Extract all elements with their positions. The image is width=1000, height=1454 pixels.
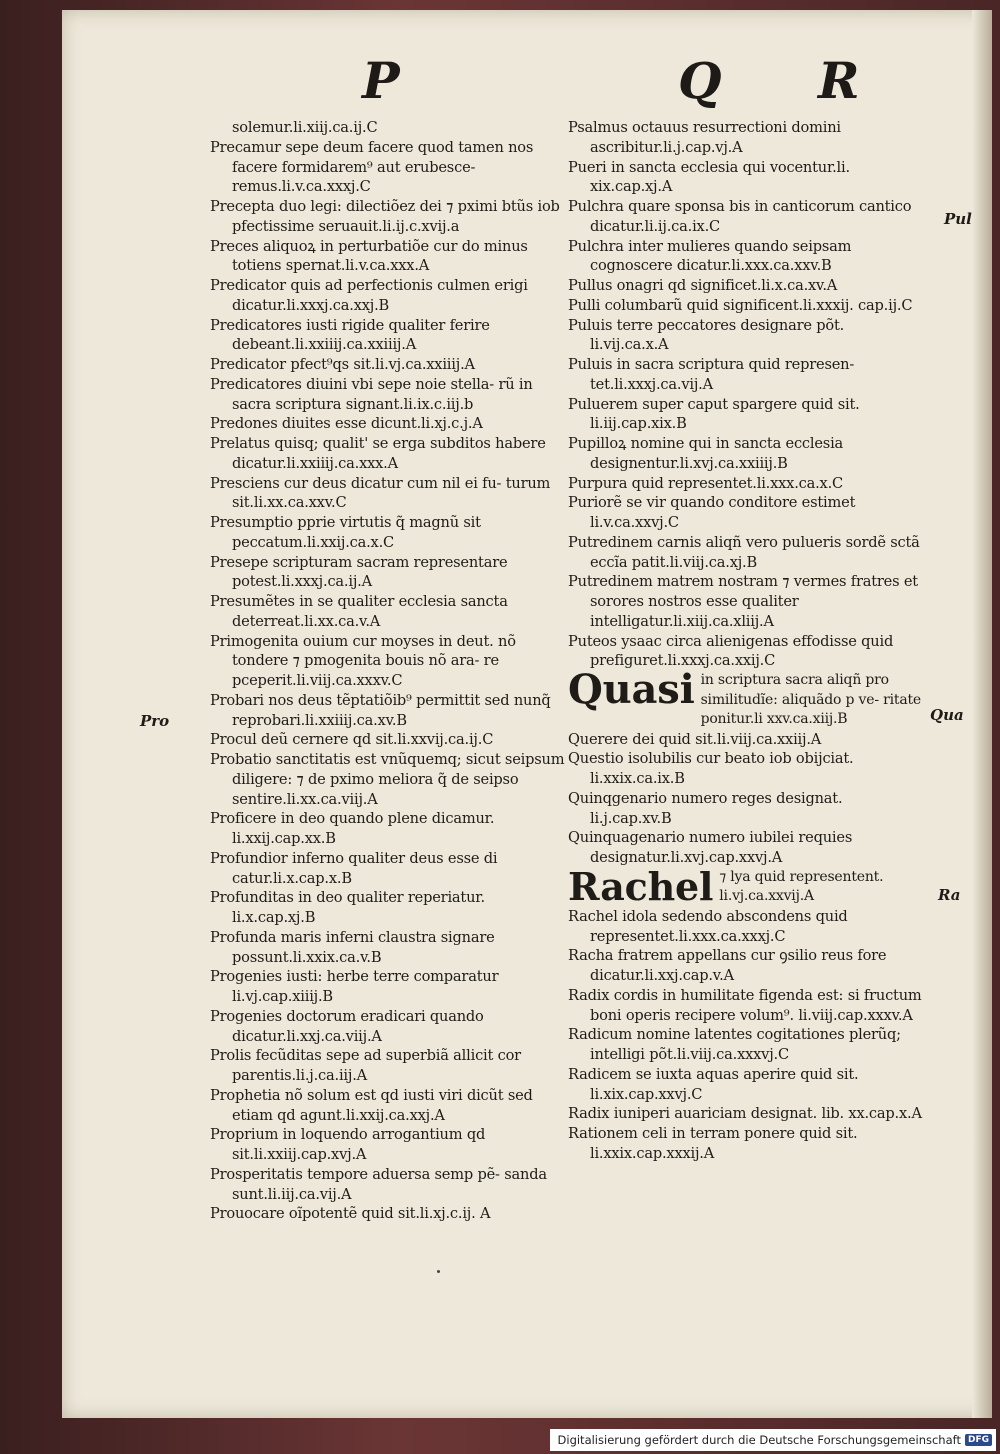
index-entry: Probatio sanctitatis est vnũquemq; sicut seipsum diligere: ⁊ de pximo meliora q̃ de seipso sentire.li.xx.ca.viij.A <box>210 751 565 808</box>
index-entry: Predicatores iusti rigide qualiter ferire debeant.li.xxiiij.ca.xxiiij.A <box>210 316 490 354</box>
right-column <box>568 118 923 1164</box>
credit-text: Digitalisierung gefördert durch die Deutsche Forschungsgemeinschaft <box>557 1433 961 1447</box>
index-entry: Putredinem matrem nostram ⁊ vermes fratres et sorores nostros esse qualiter intelligatur.li.xiij.ca.xliij.A <box>568 573 918 630</box>
index-entry: Predicatores diuini vbi sepe noie stella- rũ in sacra scriptura signant.li.ix.c.iij.b <box>210 375 533 413</box>
index-entry: Quinqgenario numero reges designat. li.j.cap.xv.B <box>568 789 843 827</box>
index-entry: Prolis fecũditas sepe ad superbiã allicit cor parentis.li.j.ca.iij.A <box>210 1047 521 1084</box>
index-entry: Prelatus quisq; qualit' se erga subditos habere dicatur.li.xxiiij.ca.xxx.A <box>210 435 546 472</box>
index-entry: Preces aliquoꝝ in perturbatiõe cur do minus totiens spernat.li.v.ca.xxx.A <box>210 237 528 275</box>
index-entry: Prouocare oĩpotentẽ quid sit.li.xj.c.ij. A <box>210 1205 491 1223</box>
index-entry: Probari nos deus tẽptatiõib⁹ permittit sed nunq̃ reprobari.li.xxiiij.ca.xv.B <box>210 691 551 729</box>
index-entry: Presepe scripturam sacram representare potest.li.xxxj.ca.ij.A <box>210 553 508 591</box>
index-entry: Presumptio pprie virtutis q̃ magnũ sit peccatum.li.xxij.ca.x.C <box>210 514 481 551</box>
index-entry: Presciens cur deus dicatur cum nil ei fu- turum sit.li.xx.ca.xxv.C <box>210 474 551 512</box>
index-entry: Puluerem super caput spargere quid sit. li.iij.cap.xix.B <box>568 395 860 433</box>
margin-note-qua: Qua <box>930 706 964 724</box>
index-entry: Predicator quis ad perfectionis culmen erigi dicatur.li.xxxj.ca.xxj.B <box>210 277 528 314</box>
index-entry: Predicator pfect⁹qs sit.li.vj.ca.xxiiij.A <box>210 356 475 373</box>
index-entry: Puteos ysaac circa alienigenas effodisse quid prefiguret.li.xxxj.ca.xxij.C <box>568 632 894 670</box>
index-entry: Radicum nomine latentes cogitationes plerũq; intelligi põt.li.viij.ca.xxxvj.C <box>568 1026 901 1063</box>
index-entry: Proprium in loquendo arrogantium qd sit.li.xxiij.cap.xvj.A <box>210 1126 486 1163</box>
margin-note-ra: Ra <box>938 886 961 904</box>
index-entry: in scriptura sacra aliqñ pro similitudĩe: aliquãdo p ve- ritate ponitur.li xxv.ca.xiij.B <box>700 672 921 727</box>
index-entry: Quinquagenario numero iubilei requies designatur.li.xvj.cap.xxvj.A <box>568 829 853 866</box>
digitization-credit <box>550 1429 996 1451</box>
section-head-quasi <box>568 666 923 730</box>
index-entry: Precamur sepe deum facere quod tamen nos facere formidarem⁹ aut erubesce- remus.li.v.ca.xxxj.C <box>210 138 534 196</box>
index-entry: Rationem celi in terram ponere quid sit. li.xxix.cap.xxxij.A <box>568 1125 858 1162</box>
index-entry: solemur.li.xiij.ca.ij.C <box>232 119 378 136</box>
index-entry: Pulchra quare sponsa bis in canticorum cantico dicatur.li.ij.ca.ix.C <box>568 198 912 235</box>
margin-note-pro: Pro <box>140 712 170 730</box>
margin-note-pul: Pul <box>944 210 972 228</box>
index-entry: Profunda maris inferni claustra signare possunt.li.xxix.ca.v.B <box>210 928 495 966</box>
index-entry: Precepta duo legi: dilectiõez dei ⁊ pximi btũs iob pfectissime seruauit.li.ij.c.xvij.a <box>210 198 560 235</box>
index-entry: Proficere in deo quando plene dicamur. li.xxij.cap.xx.B <box>210 810 495 847</box>
index-entry: Radix iuniperi auariciam designat. lib. xx.cap.x.A <box>568 1105 922 1123</box>
large-initial-word: Quasi <box>568 666 695 713</box>
ink-speck <box>437 1270 440 1273</box>
index-entry: Querere dei quid sit.li.viij.ca.xxiij.A <box>568 730 822 748</box>
index-entry: Pulli columbarũ quid significent.li.xxxij. cap.ij.C <box>568 296 913 314</box>
index-entry: Puriorẽ se vir quando conditore estimet li.v.ca.xxvj.C <box>568 494 856 531</box>
left-column <box>210 118 565 1224</box>
index-entry: Progenies iusti: herbe terre comparatur li.vj.cap.xiiij.B <box>210 968 499 1005</box>
index-entry: Radicem se iuxta aquas aperire quid sit. li.xix.cap.xxvj.C <box>568 1065 859 1103</box>
section-head-rachel <box>568 863 923 909</box>
index-entry: Purpura quid representet.li.xxx.ca.x.C <box>568 474 843 492</box>
index-entry: Psalmus octauus resurrectioni domini ascribitur.li.j.cap.vj.A <box>568 119 841 156</box>
index-entry: Presumẽtes in se qualiter ecclesia sancta deterreat.li.xx.ca.v.A <box>210 593 508 630</box>
index-entry: Predones diuites esse dicunt.li.xj.c.j.A <box>210 415 483 433</box>
section-letter-r: R <box>818 51 860 110</box>
index-entry: Pullus onagri qd significet.li.x.ca.xv.A <box>568 277 838 294</box>
index-entry: Pupilloꝝ nomine qui in sancta ecclesia designentur.li.xvj.ca.xxiiij.B <box>568 435 844 472</box>
index-entry: Pueri in sancta ecclesia qui vocentur.li. xix.cap.xj.A <box>568 158 850 196</box>
index-entry: Questio isolubilis cur beato iob obijciat. li.xxix.ca.ix.B <box>568 750 854 787</box>
index-entry: Progenies doctorum eradicari quando dicatur.li.xxj.ca.viij.A <box>210 1007 484 1045</box>
index-entry: ⁊ lya quid representent. li.vj.ca.xxvij.A <box>719 868 884 905</box>
index-entry: Rachel idola sedendo abscondens quid representet.li.xxx.ca.xxxj.C <box>568 907 848 945</box>
index-entry: Puluis in sacra scriptura quid represen- tet.li.xxxj.ca.vij.A <box>568 356 855 393</box>
dfg-logo: DFG <box>965 1434 992 1446</box>
index-entry: Radix cordis in humilitate figenda est: si fructum boni operis recipere volum⁹. li.viij.cap.xxxv.A <box>568 986 922 1024</box>
index-entry: Pulchra inter mulieres quando seipsam cognoscere dicatur.li.xxx.ca.xxv.B <box>568 237 852 275</box>
page-edge <box>972 10 992 1418</box>
section-letter-p: P <box>362 51 400 110</box>
index-entry: Puluis terre peccatores designare põt. li.vij.ca.x.A <box>568 316 845 354</box>
index-entry: Racha fratrem appellans cur ꝯsilio reus fore dicatur.li.xxj.cap.v.A <box>568 947 887 984</box>
index-entry: Profundior inferno qualiter deus esse di catur.li.x.cap.x.B <box>210 849 498 887</box>
section-letter-q: Q <box>678 51 722 110</box>
index-entry: Prophetia nõ solum est qd iusti viri dicũt sed etiam qd agunt.li.xxij.ca.xxj.A <box>210 1086 533 1124</box>
index-entry: Prosperitatis tempore aduersa semp pẽ- sanda sunt.li.iij.ca.vij.A <box>210 1165 547 1203</box>
index-entry: Primogenita ouium cur moyses in deut. nõ tondere ⁊ pmogenita bouis nõ ara- re pceperit.li.viij.ca.xxxv.C <box>210 632 516 689</box>
index-entry: Profunditas in deo qualiter reperiatur. li.x.cap.xj.B <box>210 889 485 926</box>
index-entry: Putredinem carnis aliqñ vero pulueris sordẽ sctã eccĩa patit.li.viij.ca.xj.B <box>568 533 920 571</box>
large-initial-word: Rachel <box>568 863 714 909</box>
index-entry: Procul deũ cernere qd sit.li.xxvij.ca.ij.C <box>210 731 494 749</box>
